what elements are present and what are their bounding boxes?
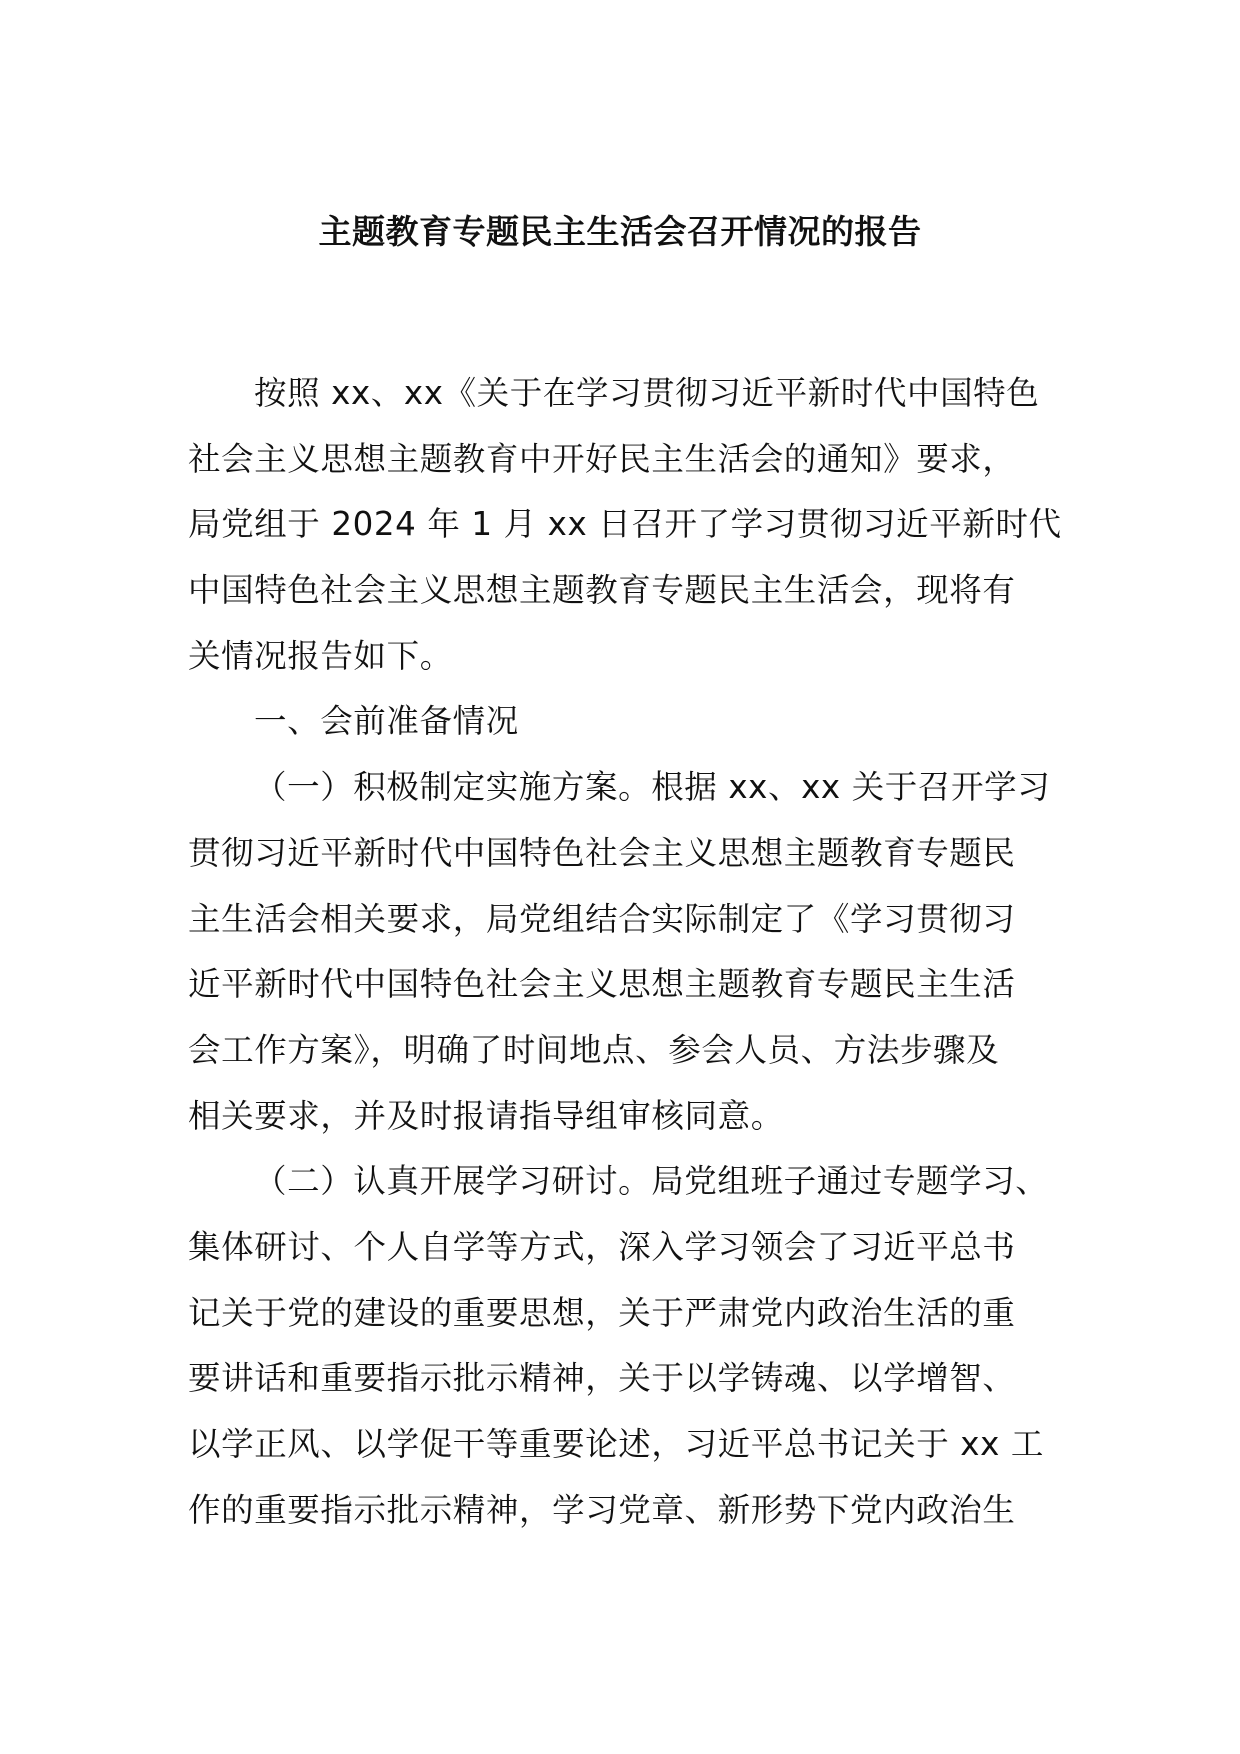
paragraph-line: 社会主义思想主题教育中开好民主生活会的通知》要求，: [188, 439, 1016, 478]
paragraph-line: （一）积极制定实施方案。根据 xx、xx 关于召开学习: [254, 768, 1051, 807]
paragraph-line: 作的重要指示批示精神，学习党章、新形势下党内政治生: [188, 1490, 1016, 1529]
paragraph-line: 中国特色社会主义思想主题教育专题民主生活会，现将有: [188, 571, 1016, 610]
paragraph-line: 近平新时代中国特色社会主义思想主题教育专题民主生活: [188, 965, 1016, 1004]
paragraph-line: 要讲话和重要指示批示精神，关于以学铸魂、以学增智、: [188, 1359, 1016, 1398]
paragraph-line: 主生活会相关要求，局党组结合实际制定了《学习贯彻习: [188, 899, 1016, 938]
section-heading: 一、会前准备情况: [254, 702, 519, 741]
paragraph-line: 会工作方案》，明确了时间地点、参会人员、方法步骤及: [188, 1030, 1000, 1069]
paragraph-line: 以学正风、以学促干等重要论述，习近平总书记关于 xx 工: [188, 1425, 1044, 1463]
paragraph-line: 按照 xx、xx《关于在学习贯彻习近平新时代中国特色: [254, 374, 1040, 412]
document-body: [188, 371, 1062, 1553]
paragraph-line: 相关要求，并及时报请指导组审核同意。: [188, 1096, 784, 1135]
paragraph-line: 集体研讨、个人自学等方式，深入学习领会了习近平总书: [188, 1227, 1016, 1266]
paragraph-line: （二）认真开展学习研讨。局党组班子通过专题学习、: [254, 1162, 1049, 1201]
paragraph-line: 贯彻习近平新时代中国特色社会主义思想主题教育专题民: [188, 833, 1016, 872]
paragraph-line: 局党组于 2024 年 1 月 xx 日召开了学习贯彻习近平新时代: [188, 505, 1062, 544]
document-title: 主题教育专题民主生活会召开情况的报告: [318, 212, 922, 251]
paragraph-line: 关情况报告如下。: [188, 636, 453, 675]
paragraph-line: 记关于党的建设的重要思想，关于严肃党内政治生活的重: [188, 1293, 1016, 1332]
